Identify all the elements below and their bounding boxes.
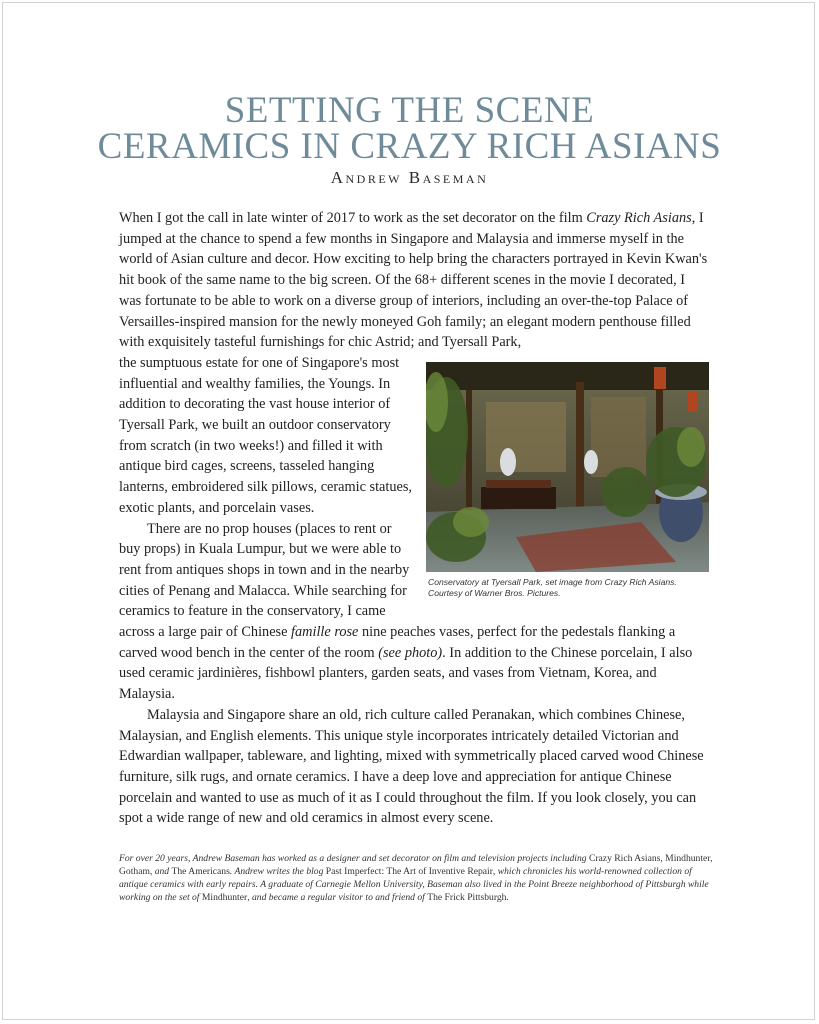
bio-text-6: . [506,892,509,903]
bio-title-1: Crazy Rich Asians, Mindhunter, Gotham, [119,853,713,877]
paragraph-1 [119,208,709,353]
paragraph-1-text-a: When I got the call in late winter of 2017 to work as the set decorator on the film [119,210,587,226]
title-line-1: SETTING THE SCENE [224,90,595,131]
bio-text-3: . Andrew writes the blog [229,866,326,877]
conservatory-figure [426,362,709,599]
film-title: Crazy Rich Asians [586,210,692,226]
author-bio [119,852,719,904]
see-photo-ref: (see photo) [378,644,443,661]
article-body [119,208,709,829]
title-line-2: CERAMICS IN CRAZY RICH ASIANS [97,126,722,167]
author-byline: Andrew Baseman [330,168,489,187]
bio-title-2: The Americans [171,866,230,877]
paragraph-2-text-b: nine peaches vases, perfect for the pedestals flanking a carved wood bench in the center of the room [119,624,676,661]
bio-text-1: For over 20 years, Andrew Baseman has worked as a designer and set decorator on film and television projects including [119,853,589,864]
paragraph-1-text-b: , I jumped at the chance to spend a few months in Singapore and Malaysia and immerse myself in the world of Asian culture and decor. How exciting to help bring the characters portrayed in Kevin Kwan's hit book of the same name to the big screen. Of the 68+ different scenes in the movie I decorated, I was fortunate to be able to work on a diverse group of interiors, including an over-the-top Palace of Versailles-inspired mansion for the newly moneyed Goh family; an elegant modern penthouse filled with exquisitely tasteful furnishings for chic Astrid; and Tyersall Park, [119,210,708,351]
bio-title-4: Mindhunter [201,892,248,903]
caption-line-1: Conservatory at Tyersall Park, set image from Crazy Rich Asians. [428,576,677,587]
caption-line-2: Courtesy of Warner Bros. Pictures. [428,587,561,598]
paragraph-2-text-a: There are no prop houses (places to rent or buy props) in Kuala Lumpur, but we were able to rent from antiques shops in town and in the nearby cities of Penang and Malacca. While searching for ceramics to feature in the conservatory, I came across a large pair of Chinese [119,520,410,641]
paragraph-3: Malaysia and Singapore share an old, rich culture called Peranakan, which combines Chinese, Malaysian, and English elements. This unique style incorporates intricately detailed Victorian and Edwardian wallpaper, tableware, and lighting, mixed with symmetrically placed carved wood Chinese furniture, silk rugs, and ornate ceramics. I have a deep love and appreciation for antique Chinese porcelain and wanted to use as much of it as I could throughout the film. If you look closely, you can spot a wide range of new and old ceramics in almost every scene. [119,706,704,827]
bio-text-5: , and became a regular visitor to and friend of [247,892,428,903]
famille-rose-term: famille rose [291,624,359,641]
photo-caption [426,577,709,599]
paragraph-2-text-c: . In addition to the Chinese porcelain, I also used ceramic jardinières, fishbowl planters, garden seats, and vases from Vietnam, Korea, and Malaysia. [119,644,693,703]
bio-text-4: , which chronicles his world-renowned collection of antique ceramics with early repairs. A graduate of Carnegie Mellon University, Baseman also lived in the Point Breeze neighborhood of Pittsburgh while working on the set of [119,866,709,903]
bio-title-3: Past Imperfect: The Art of Inventive Repair [325,866,493,877]
conservatory-photo [426,362,709,572]
paragraph-1-continued: the sumptuous estate for one of Singapore's most influential and wealthy families, the Youngs. In addition to decorating the vast house interior of Tyersall Park, we built an outdoor conservatory from scratch (in two weeks!) and filled it with antique bird cages, screens, tasseled hanging lanterns, embroidered silk pillows, ceramic statues, exotic plants, and porcelain vases. [119,354,413,516]
bio-text-2: and [152,866,172,877]
bio-title-5: The Frick Pittsburgh [427,892,507,903]
